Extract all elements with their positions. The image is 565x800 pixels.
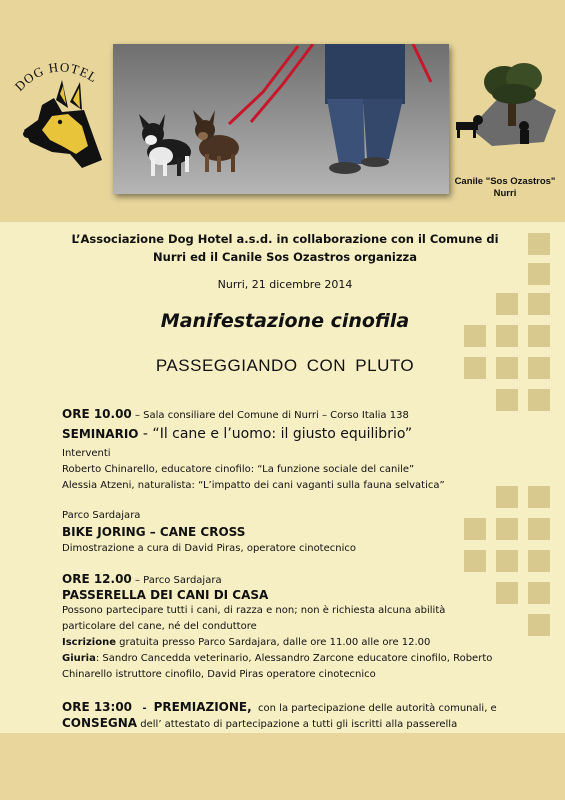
speaker-1: Roberto Chinarello, educatore cinofilo: “La funzione sociale del canile”	[62, 464, 415, 475]
seminar-label: SEMINARIO	[62, 427, 139, 441]
place-text: – Parco Sardajara	[131, 575, 222, 586]
separator: -	[132, 703, 154, 714]
intro-text	[70, 230, 500, 266]
deco-square	[528, 389, 550, 411]
giuria-line	[62, 651, 492, 667]
deco-square	[496, 518, 518, 540]
deco-square	[528, 293, 550, 315]
giuria-text: : Sandro Cancedda veterinario, Alessandro Zarcone educatore cinofilo, Roberto	[95, 653, 493, 664]
iscrizione-text: gratuita presso Parco Sardajara, dalle ore 11.00 alle ore 12.00	[115, 637, 431, 648]
deco-square	[528, 614, 550, 636]
giuria-label: Giuria	[62, 653, 96, 664]
time-label: ORE 13:00	[62, 700, 133, 714]
program-item-1-title	[62, 426, 412, 444]
deco-square	[496, 389, 518, 411]
event-subtitle: PASSEGGIANDO CON PLUTO	[155, 356, 415, 375]
interventi-label: Interventi	[62, 448, 111, 459]
deco-square	[528, 233, 550, 255]
svg-text:DOG HOTEL	[12, 59, 101, 94]
consegna-label: CONSEGNA	[62, 716, 138, 730]
iscrizione-label: Iscrizione	[62, 637, 116, 648]
dog-hotel-logo	[12, 50, 112, 180]
deco-square	[528, 518, 550, 540]
time-label: ORE 12.00	[62, 572, 132, 586]
deco-square	[528, 357, 550, 379]
footer-band	[0, 733, 565, 800]
shepherd-head-icon	[23, 80, 102, 168]
deco-square	[464, 550, 486, 572]
logo-arc-text: DOG HOTEL	[12, 59, 101, 94]
canile-name-line1: Canile "Sos Ozastros"	[454, 176, 556, 187]
deco-square	[528, 263, 550, 285]
deco-square	[496, 550, 518, 572]
program-item-2-desc: Dimostrazione a cura di David Piras, operatore cinotecnico	[62, 543, 356, 554]
seminar-title: - “Il cane e l’uomo: il giusto equilibrio”	[138, 426, 413, 442]
deco-square	[496, 486, 518, 508]
program-item-3-desc2: particolare del cane, né del conduttore	[62, 621, 257, 632]
event-title: Manifestazione cinofila	[160, 310, 410, 332]
program-item-3-desc1: Possono partecipare tutti i cani, di razza e non; non è richiesta alcuna abilità	[62, 605, 446, 616]
speaker-2: Alessia Atzeni, naturalista: “L’impatto dei cani vaganti sulla fauna selvatica”	[62, 480, 445, 491]
premiazione-label: PREMIAZIONE,	[153, 700, 252, 714]
program-item-4-line2	[62, 715, 457, 733]
intro-line2: Nurri ed il Canile Sos Ozastros organizza	[153, 250, 417, 264]
deco-square	[496, 582, 518, 604]
place-text: – Sala consiliare del Comune di Nurri – Corso Italia 138	[131, 410, 409, 421]
deco-square	[528, 325, 550, 347]
passerella-title: PASSERELLA DEI CANI DI CASA	[62, 588, 269, 602]
program-item-2-title	[62, 524, 245, 542]
deco-square	[528, 486, 550, 508]
time-label: ORE 10.00	[62, 407, 132, 421]
program-item-2-place: Parco Sardajara	[62, 510, 141, 521]
event-date: Nurri, 21 dicembre 2014	[217, 278, 353, 291]
deco-square	[528, 582, 550, 604]
dogs-walking-photo	[113, 44, 449, 194]
bike-joring-title: BIKE JORING – CANE CROSS	[62, 525, 246, 539]
consegna-text: dell’ attestato di partecipazione a tutti gli iscritti alla passerella	[137, 719, 458, 730]
giuria-line-2: Chinarello istruttore cinofilo, David Piras operatore cinotecnico	[62, 669, 376, 680]
premiazione-text: con la partecipazione delle autorità comunali, e	[251, 703, 497, 714]
intro-line1: L’Associazione Dog Hotel a.s.d. in collaborazione con il Comune di	[71, 232, 499, 246]
deco-square	[464, 518, 486, 540]
program-item-1-header	[62, 406, 409, 424]
iscrizione-line	[62, 635, 430, 651]
deco-square	[528, 550, 550, 572]
canile-logo	[452, 60, 562, 150]
canile-name-line2: Nurri	[493, 188, 517, 199]
canile-name	[445, 176, 565, 200]
